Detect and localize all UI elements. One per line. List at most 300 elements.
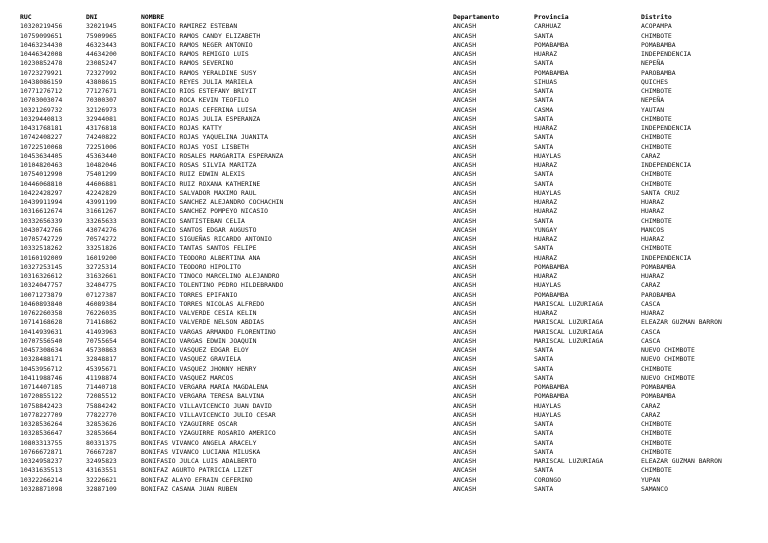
cell-provincia: HUARAZ bbox=[534, 161, 558, 169]
cell-nombre: BONIFACIO ROJAS KATTY bbox=[141, 124, 222, 132]
cell-ruc: 10707556540 bbox=[20, 336, 63, 345]
cell-provincia: POMABAMBA bbox=[534, 262, 569, 271]
cell-distrito: HUARAZ bbox=[641, 198, 665, 206]
cell-nombre: BONIFACIO TANTAS SANTOS FELIPE bbox=[141, 244, 257, 253]
cell-distrito: QUICHES bbox=[641, 77, 668, 86]
cell-provincia: SANTA bbox=[534, 133, 554, 142]
cell-departamento: ANCASH bbox=[453, 383, 477, 391]
cell-nombre: BONIFACIO TORRES NICOLAS ALFREDO bbox=[141, 299, 265, 308]
cell-provincia: HUARAZ bbox=[534, 309, 558, 317]
cell-departamento: ANCASH bbox=[453, 438, 477, 447]
cell-distrito: YAUTAN bbox=[641, 105, 665, 114]
cell-provincia: HUARAZ bbox=[534, 272, 558, 280]
cell-nombre: BONIFACIO TEODORO HIPOLITO bbox=[141, 262, 242, 271]
table-header-row bbox=[20, 13, 760, 22]
table-row bbox=[20, 420, 760, 429]
cell-ruc: 10160192009 bbox=[20, 253, 63, 262]
cell-nombre: BONIFACIO VILLAVICENCIO JULIO CESAR bbox=[141, 410, 276, 419]
cell-distrito: HUARAZ bbox=[641, 235, 665, 243]
cell-provincia: SANTA bbox=[534, 420, 554, 428]
table-row bbox=[20, 124, 760, 133]
cell-dni: 32848817 bbox=[86, 355, 117, 364]
cell-provincia: SANTA bbox=[534, 355, 554, 364]
cell-distrito: POMABAMBA bbox=[641, 40, 676, 49]
cell-dni: 45363440 bbox=[86, 151, 117, 160]
cell-dni: 32725314 bbox=[86, 262, 117, 271]
cell-dni: 41198874 bbox=[86, 373, 117, 382]
cell-dni: 74240822 bbox=[86, 133, 117, 142]
cell-dni: 77822770 bbox=[86, 410, 117, 419]
cell-dni: 43991199 bbox=[86, 198, 117, 206]
cell-ruc: 10414939631 bbox=[20, 327, 63, 336]
cell-provincia: SANTA bbox=[534, 170, 554, 179]
table-row bbox=[20, 217, 760, 226]
cell-nombre: BONIFACIO RAMIREZ ESTEBAN bbox=[141, 22, 238, 31]
cell-nombre: BONIFACIO ROJAS JULIA ESPERANZA bbox=[141, 114, 261, 123]
table-row bbox=[20, 429, 760, 438]
cell-distrito: HUARAZ bbox=[641, 309, 665, 317]
cell-nombre: BONIFACIO REYES JULIA MARIELA bbox=[141, 77, 253, 86]
cell-provincia: YUNGAY bbox=[534, 225, 558, 234]
cell-departamento: ANCASH bbox=[453, 59, 477, 68]
cell-dni: 43074276 bbox=[86, 225, 117, 234]
cell-departamento: ANCASH bbox=[453, 429, 477, 438]
cell-nombre: BONIFACIO YZAGUIRRE OSCAR bbox=[141, 420, 238, 428]
table-row bbox=[20, 346, 760, 355]
cell-ruc: 10453634405 bbox=[20, 151, 63, 160]
cell-nombre: BONIFACIO RUIZ EDWIN ALEXIS bbox=[141, 170, 245, 179]
table-row bbox=[20, 87, 760, 96]
cell-distrito: POMABAMBA bbox=[641, 392, 676, 401]
cell-provincia: HUARAZ bbox=[534, 253, 558, 262]
cell-dni: 42242829 bbox=[86, 188, 117, 197]
cell-provincia: MARISCAL LUZURIAGA bbox=[534, 336, 604, 345]
cell-departamento: ANCASH bbox=[453, 281, 477, 290]
table-body bbox=[20, 22, 760, 494]
cell-provincia: HUAYLAS bbox=[534, 410, 561, 419]
cell-provincia: HUARAZ bbox=[534, 207, 558, 216]
table-row bbox=[20, 272, 760, 281]
cell-departamento: ANCASH bbox=[453, 77, 477, 86]
cell-nombre: BONIFACIO VILLAVICENCIO JUAN DAVID bbox=[141, 401, 272, 410]
cell-nombre: BONIFACIO RIOS ESTEFANY BRIYIT bbox=[141, 87, 257, 95]
cell-distrito: NEPEÑA bbox=[641, 59, 665, 68]
cell-nombre: BONIFACIO SALVADOR MAXIMO RAUL bbox=[141, 188, 257, 197]
cell-dni: 71440718 bbox=[86, 383, 117, 391]
cell-ruc: 10439911994 bbox=[20, 198, 63, 206]
contributors-table bbox=[20, 13, 760, 494]
cell-ruc: 10438086159 bbox=[20, 77, 63, 86]
cell-ruc: 10720855122 bbox=[20, 392, 63, 401]
cell-provincia: HUAYLAS bbox=[534, 188, 561, 197]
cell-distrito: SAMANCO bbox=[641, 484, 668, 493]
cell-dni: 31661267 bbox=[86, 207, 117, 216]
cell-dni: 70300307 bbox=[86, 96, 117, 105]
cell-ruc: 10778227709 bbox=[20, 410, 63, 419]
cell-provincia: HUARAZ bbox=[534, 124, 558, 132]
cell-distrito: ACOPAMPA bbox=[641, 22, 672, 31]
table-row bbox=[20, 115, 760, 124]
cell-dni: 31632661 bbox=[86, 272, 117, 280]
table-row bbox=[20, 254, 760, 263]
table-row bbox=[20, 448, 760, 457]
cell-nombre: BONIFACIO RUIZ ROXANA KATHERINE bbox=[141, 179, 261, 188]
cell-provincia: SANTA bbox=[534, 244, 554, 253]
cell-ruc: 10422428297 bbox=[20, 188, 63, 197]
cell-ruc: 10803313755 bbox=[20, 438, 63, 447]
cell-dni: 16019200 bbox=[86, 253, 117, 262]
cell-departamento: ANCASH bbox=[453, 133, 477, 142]
cell-dni: 32853664 bbox=[86, 429, 117, 438]
table-row bbox=[20, 133, 760, 142]
cell-nombre: BONIFACIO VERGARA MARIA MAGDALENA bbox=[141, 383, 268, 391]
cell-ruc: 10714407185 bbox=[20, 383, 63, 391]
table-row bbox=[20, 244, 760, 253]
cell-provincia: SANTA bbox=[534, 484, 554, 493]
cell-departamento: ANCASH bbox=[453, 170, 477, 179]
cell-distrito: CHIMBOTE bbox=[641, 244, 672, 253]
cell-departamento: ANCASH bbox=[453, 216, 477, 225]
cell-ruc: 10446342008 bbox=[20, 50, 63, 58]
table-row bbox=[20, 78, 760, 87]
cell-departamento: ANCASH bbox=[453, 299, 477, 308]
cell-departamento: ANCASH bbox=[453, 105, 477, 114]
cell-nombre: BONIFACIO RAMOS CANDY ELIZABETH bbox=[141, 31, 261, 40]
cell-departamento: ANCASH bbox=[453, 475, 477, 484]
cell-nombre: BONIFACIO SANTISTEBAN CELIA bbox=[141, 216, 245, 225]
cell-distrito: NUEVO CHIMBOTE bbox=[641, 373, 695, 382]
cell-departamento: ANCASH bbox=[453, 225, 477, 234]
cell-distrito: PAROBAMBA bbox=[641, 290, 676, 299]
cell-distrito: INDEPENDENCIA bbox=[641, 124, 692, 132]
table-row bbox=[20, 291, 760, 300]
cell-provincia: SANTA bbox=[534, 216, 554, 225]
cell-distrito: POMABAMBA bbox=[641, 262, 676, 271]
table-row bbox=[20, 235, 760, 244]
cell-departamento: ANCASH bbox=[453, 253, 477, 262]
table-row bbox=[20, 69, 760, 78]
table-row bbox=[20, 143, 760, 152]
cell-ruc: 10328536264 bbox=[20, 420, 63, 428]
table-row bbox=[20, 309, 760, 318]
cell-departamento: ANCASH bbox=[453, 457, 477, 465]
cell-departamento: ANCASH bbox=[453, 50, 477, 58]
cell-distrito: CASCA bbox=[641, 336, 661, 345]
cell-ruc: 10766672871 bbox=[20, 447, 63, 456]
cell-provincia: SANTA bbox=[534, 438, 554, 447]
cell-nombre: BONIFACIO TORRES EPIFANIO bbox=[141, 290, 238, 299]
cell-distrito: INDEPENDENCIA bbox=[641, 161, 692, 169]
cell-distrito: POMABAMBA bbox=[641, 383, 676, 391]
cell-dni: 72085512 bbox=[86, 392, 117, 401]
cell-dni: 32495823 bbox=[86, 457, 117, 465]
cell-dni: 32021945 bbox=[86, 22, 117, 31]
cell-dni: 45395671 bbox=[86, 364, 117, 373]
cell-nombre: BONIFAZ AGURTO PATRICIA LIZET bbox=[141, 466, 253, 475]
cell-ruc: 10328871098 bbox=[20, 484, 63, 493]
cell-provincia: SANTA bbox=[534, 447, 554, 456]
header-departamento: Departamento bbox=[453, 13, 500, 21]
table-row bbox=[20, 457, 760, 466]
cell-provincia: CASMA bbox=[534, 105, 554, 114]
cell-departamento: ANCASH bbox=[453, 198, 477, 206]
cell-ruc: 10431635513 bbox=[20, 466, 63, 475]
cell-distrito: CHIMBOTE bbox=[641, 142, 672, 151]
cell-distrito: ELEAZAR GUZMAN BARRON bbox=[641, 318, 722, 327]
cell-nombre: BONIFACIO RAMOS NEGER ANTONIO bbox=[141, 40, 253, 49]
table-row bbox=[20, 198, 760, 207]
cell-ruc: 10771276712 bbox=[20, 87, 63, 95]
cell-nombre: BONIFACIO ROSAS SILVIA MARITZA bbox=[141, 161, 257, 169]
cell-provincia: MARISCAL LUZURIAGA bbox=[534, 318, 604, 327]
cell-ruc: 10332518262 bbox=[20, 244, 63, 253]
cell-nombre: BONIFASIO JULCA LUIS ADALBERTO bbox=[141, 457, 257, 465]
table-row bbox=[20, 189, 760, 198]
cell-provincia: MARISCAL LUZURIAGA bbox=[534, 327, 604, 336]
cell-distrito: CHIMBOTE bbox=[641, 179, 672, 188]
cell-departamento: ANCASH bbox=[453, 188, 477, 197]
cell-departamento: ANCASH bbox=[453, 87, 477, 95]
cell-departamento: ANCASH bbox=[453, 22, 477, 31]
cell-distrito: CASCA bbox=[641, 299, 661, 308]
cell-distrito: CARAZ bbox=[641, 410, 661, 419]
cell-nombre: BONIFAZ ALAYO EFRAIN CEFERINO bbox=[141, 475, 253, 484]
cell-departamento: ANCASH bbox=[453, 262, 477, 271]
cell-dni: 71416862 bbox=[86, 318, 117, 327]
table-row bbox=[20, 383, 760, 392]
cell-nombre: BONIFACIO VASQUEZ GRAVIELA bbox=[141, 355, 242, 364]
cell-dni: 76667287 bbox=[86, 447, 117, 456]
cell-distrito: CHIMBOTE bbox=[641, 420, 672, 428]
cell-ruc: 10324958237 bbox=[20, 457, 63, 465]
cell-ruc: 10316326612 bbox=[20, 272, 63, 280]
cell-departamento: ANCASH bbox=[453, 179, 477, 188]
cell-provincia: SANTA bbox=[534, 429, 554, 438]
cell-departamento: ANCASH bbox=[453, 151, 477, 160]
cell-dni: 72251006 bbox=[86, 142, 117, 151]
cell-departamento: ANCASH bbox=[453, 31, 477, 40]
cell-ruc: 10722510068 bbox=[20, 142, 63, 151]
cell-provincia: POMABAMBA bbox=[534, 40, 569, 49]
cell-provincia: POMABAMBA bbox=[534, 68, 569, 77]
cell-distrito: CHIMBOTE bbox=[641, 429, 672, 438]
cell-distrito: CHIMBOTE bbox=[641, 114, 672, 123]
table-row bbox=[20, 439, 760, 448]
cell-ruc: 10703003074 bbox=[20, 96, 63, 105]
cell-nombre: BONIFACIO VASQUEZ JHONNY HENRY bbox=[141, 364, 257, 373]
cell-ruc: 10230852478 bbox=[20, 59, 63, 68]
cell-distrito: MANCOS bbox=[641, 225, 665, 234]
cell-nombre: BONIFACIO VALVERDE NELSON ABDIAS bbox=[141, 318, 265, 327]
cell-dni: 45730863 bbox=[86, 346, 117, 354]
cell-ruc: 10446068810 bbox=[20, 179, 63, 188]
cell-nombre: BONIFACIO SANCHEZ ALEJANDRO COCHACHIN bbox=[141, 198, 284, 206]
header-distrito: Distrito bbox=[641, 13, 672, 21]
cell-ruc: 10411988746 bbox=[20, 373, 63, 382]
table-row bbox=[20, 180, 760, 189]
cell-dni: 75909965 bbox=[86, 31, 117, 40]
table-row bbox=[20, 207, 760, 216]
cell-provincia: SANTA bbox=[534, 346, 554, 354]
cell-nombre: BONIFAS VIVANCO ANGELA ARACELY bbox=[141, 438, 257, 447]
table-row bbox=[20, 32, 760, 41]
cell-departamento: ANCASH bbox=[453, 466, 477, 475]
cell-distrito: NEPEÑA bbox=[641, 96, 665, 105]
table-row bbox=[20, 476, 760, 485]
header-nombre: NOMBRE bbox=[141, 13, 165, 21]
cell-nombre: BONIFACIO ROJAS CEFERINA LUISA bbox=[141, 105, 257, 114]
cell-distrito: ELEAZAR GUZMAN BARRON bbox=[641, 457, 722, 465]
cell-dni: 70755654 bbox=[86, 336, 117, 345]
cell-departamento: ANCASH bbox=[453, 410, 477, 419]
cell-nombre: BONIFACIO VASQUEZ MARCOS bbox=[141, 373, 234, 382]
cell-distrito: CHIMBOTE bbox=[641, 170, 672, 179]
cell-ruc: 10460893840 bbox=[20, 299, 63, 308]
cell-dni: 72327992 bbox=[86, 68, 117, 77]
cell-dni: 32404775 bbox=[86, 281, 117, 290]
cell-ruc: 10705742729 bbox=[20, 235, 63, 243]
cell-provincia: CARHUAZ bbox=[534, 22, 561, 31]
cell-distrito: CHIMBOTE bbox=[641, 31, 672, 40]
table-row bbox=[20, 106, 760, 115]
cell-distrito: CHIMBOTE bbox=[641, 216, 672, 225]
cell-distrito: CHIMBOTE bbox=[641, 447, 672, 456]
cell-dni: 80331375 bbox=[86, 438, 117, 447]
table-row bbox=[20, 365, 760, 374]
cell-dni: 41493963 bbox=[86, 327, 117, 336]
cell-dni: 43163551 bbox=[86, 466, 117, 475]
cell-dni: 44634200 bbox=[86, 50, 117, 58]
table-row bbox=[20, 411, 760, 420]
cell-provincia: POMABAMBA bbox=[534, 290, 569, 299]
cell-distrito: CARAZ bbox=[641, 281, 661, 290]
cell-distrito: CHIMBOTE bbox=[641, 438, 672, 447]
header-dni: DNI bbox=[86, 13, 98, 21]
cell-dni: 75401299 bbox=[86, 170, 117, 179]
table-row bbox=[20, 22, 760, 31]
cell-ruc: 10762260358 bbox=[20, 309, 63, 317]
cell-distrito: NUEVO CHIMBOTE bbox=[641, 355, 695, 364]
cell-dni: 46323443 bbox=[86, 40, 117, 49]
cell-distrito: CHIMBOTE bbox=[641, 466, 672, 475]
cell-ruc: 10742408227 bbox=[20, 133, 63, 142]
cell-departamento: ANCASH bbox=[453, 327, 477, 336]
cell-provincia: SANTA bbox=[534, 142, 554, 151]
cell-nombre: BONIFAZ CASANA JUAN RUBEN bbox=[141, 484, 238, 493]
cell-ruc: 10759099651 bbox=[20, 31, 63, 40]
cell-departamento: ANCASH bbox=[453, 114, 477, 123]
cell-departamento: ANCASH bbox=[453, 484, 477, 493]
table-row bbox=[20, 485, 760, 494]
cell-ruc: 10453956712 bbox=[20, 364, 63, 373]
cell-nombre: BONIFACIO RAMOS YERALDINE SUSY bbox=[141, 68, 257, 77]
cell-dni: 33265633 bbox=[86, 216, 117, 225]
cell-departamento: ANCASH bbox=[453, 336, 477, 345]
cell-provincia: SANTA bbox=[534, 364, 554, 373]
cell-dni: 10482046 bbox=[86, 161, 117, 169]
cell-distrito: INDEPENDENCIA bbox=[641, 253, 692, 262]
cell-ruc: 10430742766 bbox=[20, 225, 63, 234]
table-row bbox=[20, 328, 760, 337]
cell-distrito: CARAZ bbox=[641, 151, 661, 160]
cell-provincia: HUARAZ bbox=[534, 50, 558, 58]
cell-ruc: 10463234430 bbox=[20, 40, 63, 49]
cell-provincia: HUARAZ bbox=[534, 198, 558, 206]
cell-distrito: YUPAN bbox=[641, 475, 661, 484]
cell-nombre: BONIFACIO ROJAS YOSI LISBETH bbox=[141, 142, 249, 151]
cell-departamento: ANCASH bbox=[453, 124, 477, 132]
cell-departamento: ANCASH bbox=[453, 235, 477, 243]
cell-provincia: SANTA bbox=[534, 114, 554, 123]
cell-dni: 23085247 bbox=[86, 59, 117, 68]
cell-departamento: ANCASH bbox=[453, 420, 477, 428]
table-row bbox=[20, 41, 760, 50]
cell-departamento: ANCASH bbox=[453, 318, 477, 327]
cell-dni: 43176818 bbox=[86, 124, 117, 132]
cell-dni: 70574272 bbox=[86, 235, 117, 243]
cell-dni: 32126973 bbox=[86, 105, 117, 114]
table-row bbox=[20, 96, 760, 105]
cell-departamento: ANCASH bbox=[453, 272, 477, 280]
cell-provincia: SANTA bbox=[534, 31, 554, 40]
cell-departamento: ANCASH bbox=[453, 96, 477, 105]
cell-nombre: BONIFACIO RAMOS SEVERINO bbox=[141, 59, 234, 68]
cell-ruc: 10324047757 bbox=[20, 281, 63, 290]
cell-dni: 32887109 bbox=[86, 484, 117, 493]
cell-departamento: ANCASH bbox=[453, 373, 477, 382]
cell-nombre: BONIFACIO VALVERDE CESIA KELIN bbox=[141, 309, 257, 317]
cell-nombre: BONIFACIO VARGAS EDWIN JOAQUIN bbox=[141, 336, 257, 345]
cell-nombre: BONIFACIO ROJAS YAQUELINA JUANITA bbox=[141, 133, 268, 142]
cell-provincia: SANTA bbox=[534, 87, 554, 95]
cell-ruc: 10322266214 bbox=[20, 475, 63, 484]
cell-distrito: HUARAZ bbox=[641, 272, 665, 280]
cell-provincia: POMABAMBA bbox=[534, 383, 569, 391]
cell-distrito: INDEPENDENCIA bbox=[641, 50, 692, 58]
cell-nombre: BONIFACIO VASQUEZ EDGAR ELOY bbox=[141, 346, 249, 354]
cell-ruc: 10758842423 bbox=[20, 401, 63, 410]
table-row bbox=[20, 466, 760, 475]
cell-dni: 43808615 bbox=[86, 77, 117, 86]
cell-provincia: MARISCAL LUZURIAGA bbox=[534, 457, 604, 465]
table-row bbox=[20, 50, 760, 59]
cell-nombre: BONIFACIO TEODORO ALBERTINA ANA bbox=[141, 253, 261, 262]
cell-departamento: ANCASH bbox=[453, 392, 477, 401]
cell-ruc: 10431768181 bbox=[20, 124, 63, 132]
cell-departamento: ANCASH bbox=[453, 207, 477, 216]
cell-departamento: ANCASH bbox=[453, 68, 477, 77]
cell-departamento: ANCASH bbox=[453, 355, 477, 364]
cell-nombre: BONIFACIO SANCHEZ POMPEYO NICASIO bbox=[141, 207, 268, 216]
cell-dni: 32944081 bbox=[86, 114, 117, 123]
cell-provincia: MARISCAL LUZURIAGA bbox=[534, 299, 604, 308]
cell-provincia: SANTA bbox=[534, 96, 554, 105]
table-row bbox=[20, 281, 760, 290]
cell-nombre: BONIFACIO SIGUEÑAS RICARDO ANTONIO bbox=[141, 235, 272, 243]
table-row bbox=[20, 337, 760, 346]
cell-nombre: BONIFACIO VERGARA TERESA BALVINA bbox=[141, 392, 265, 401]
cell-dni: 75884242 bbox=[86, 401, 117, 410]
cell-ruc: 10332656339 bbox=[20, 216, 63, 225]
table-row bbox=[20, 355, 760, 364]
cell-departamento: ANCASH bbox=[453, 40, 477, 49]
cell-ruc: 10457308634 bbox=[20, 346, 63, 354]
cell-ruc: 10320219456 bbox=[20, 22, 63, 31]
cell-distrito: CHIMBOTE bbox=[641, 133, 672, 142]
cell-departamento: ANCASH bbox=[453, 142, 477, 151]
cell-distrito: CASCA bbox=[641, 327, 661, 336]
cell-provincia: SANTA bbox=[534, 179, 554, 188]
